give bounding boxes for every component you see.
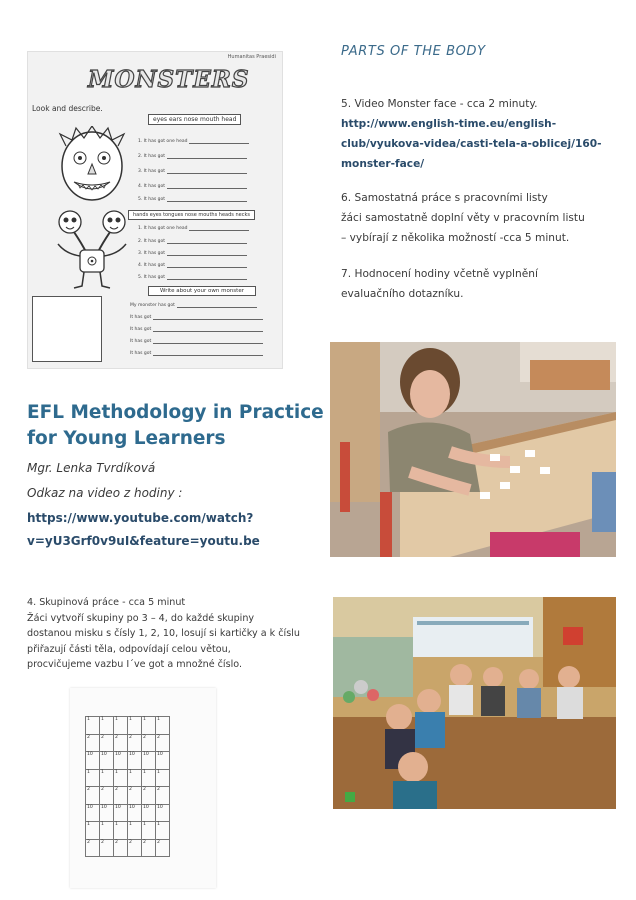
grid-cell: 10 (114, 752, 128, 770)
worksheet-line: 3. It has got (138, 250, 247, 256)
children-group-photo (333, 597, 616, 809)
grid-cell: 2 (156, 787, 170, 805)
worksheet-line: 1. It has got one head (138, 225, 249, 231)
grid-cell: 2 (142, 787, 156, 805)
grid-cell: 2 (114, 839, 128, 857)
video-link-label: Odkaz na video z hodiny : (27, 486, 183, 500)
grid-cell: 10 (86, 804, 100, 822)
grid-cell: 1 (100, 717, 114, 735)
girl-with-cards-photo (330, 342, 616, 557)
item-6-block (341, 188, 631, 248)
grid-cell: 10 (100, 804, 114, 822)
headline-line-2: for Young Learners (27, 428, 226, 449)
grid-cell: 1 (86, 822, 100, 840)
author-name: Mgr. Lenka Tvrdíková (27, 461, 156, 475)
group-work-line: 4. Skupinová práce - cca 5 minut (27, 597, 186, 608)
item-7-line: evaluačního dotazníku. (341, 288, 464, 300)
grid-cell: 2 (128, 839, 142, 857)
headline-line-1: EFL Methodology in Practice (27, 402, 324, 423)
link-line: monster-face/ (341, 158, 425, 170)
grid-cell: 2 (86, 839, 100, 857)
draw-your-monster-box (32, 296, 102, 362)
item-5-text: 5. Video Monster face - cca 2 minuty. (341, 98, 538, 110)
grid-row (86, 787, 170, 805)
monsters-worksheet-image (27, 51, 283, 369)
worksheet-line: 3. It has got (138, 168, 247, 174)
grid-cell: 1 (100, 769, 114, 787)
grid-cell: 1 (86, 717, 100, 735)
worksheet-line: 5. It has got (138, 274, 247, 280)
grid-cell: 2 (142, 734, 156, 752)
worksheet-line: 4. It has got (138, 262, 247, 268)
word-bank-1: eyes ears nose mouth head (148, 114, 241, 125)
grid-cell: 10 (86, 752, 100, 770)
item-6-line: – vybírají z několika možností -cca 5 minut. (341, 232, 570, 244)
grid-cell: 10 (128, 752, 142, 770)
worksheet-line: 2. It has got (138, 153, 247, 159)
grid-cell: 2 (86, 734, 100, 752)
grid-cell: 1 (142, 769, 156, 787)
grid-cell: 2 (86, 787, 100, 805)
two-headed-monster-drawing (52, 208, 134, 290)
grid-cell: 1 (156, 717, 170, 735)
grid-cell: 2 (156, 734, 170, 752)
link-line: http://www.english-time.eu/english- (341, 118, 557, 130)
word-bank-2: hands eyes tongues nose mouths heads necks (128, 210, 255, 220)
item-6-line: žáci samostatně doplní věty v pracovním listu (341, 212, 585, 224)
grid-cell: 2 (100, 734, 114, 752)
lesson-video-link[interactable] (27, 507, 327, 553)
grid-cell: 1 (114, 822, 128, 840)
grid-cell: 10 (100, 752, 114, 770)
grid-cell: 2 (156, 839, 170, 857)
page-headline (27, 400, 327, 452)
group-work-line: přiřazují části těla, odpovídají celou větou, (27, 643, 231, 655)
item-5-block (341, 94, 631, 174)
grid-cell: 2 (114, 734, 128, 752)
worksheet-line: My monster has got (130, 302, 257, 308)
grid-cell: 10 (128, 804, 142, 822)
grid-row (86, 839, 170, 857)
grid-cell: 1 (142, 822, 156, 840)
worksheet-line: It has got (130, 338, 263, 344)
grid-cell: 10 (114, 804, 128, 822)
grid-cell: 1 (100, 822, 114, 840)
number-grid-sheet-image (70, 688, 216, 888)
worksheet-line: 5. It has got (138, 196, 247, 202)
group-work-line: Žáci vytvoří skupiny po 3 – 4, do každé skupiny (27, 612, 255, 624)
grid-cell: 2 (128, 787, 142, 805)
grid-row (86, 769, 170, 787)
grid-cell: 1 (128, 822, 142, 840)
grid-row (86, 822, 170, 840)
group-work-text (27, 595, 327, 673)
grid-cell: 2 (100, 839, 114, 857)
worksheet-logo: Humanitas Praesidi (227, 54, 276, 60)
grid-cell: 10 (142, 752, 156, 770)
write-own-monster-label: Write about your own monster (148, 286, 256, 296)
grid-cell: 1 (142, 717, 156, 735)
grid-row (86, 717, 170, 735)
monster-face-video-link[interactable] (341, 114, 631, 174)
grid-cell: 1 (156, 822, 170, 840)
grid-cell: 1 (128, 769, 142, 787)
section-title: PARTS OF THE BODY (341, 44, 486, 59)
video-link-line: https://www.youtube.com/watch? (27, 511, 254, 525)
number-grid (85, 716, 170, 857)
grid-cell: 1 (114, 717, 128, 735)
link-line: club/vyukova-videa/casti-tela-a-oblicej/160- (341, 138, 602, 150)
grid-cell: 2 (128, 734, 142, 752)
item-6-line: 6. Samostatná práce s pracovními listy (341, 192, 548, 204)
grid-cell: 1 (128, 717, 142, 735)
monster-face-drawing (56, 126, 128, 204)
worksheet-title: MONSTERS (88, 66, 250, 93)
item-7-block (341, 264, 631, 304)
grid-cell: 10 (156, 804, 170, 822)
grid-row (86, 752, 170, 770)
grid-cell: 1 (86, 769, 100, 787)
worksheet-line: It has got (130, 326, 263, 332)
worksheet-line: 1. It has got one head (138, 138, 249, 144)
worksheet-instruction: Look and describe. (32, 104, 103, 113)
grid-cell: 10 (142, 804, 156, 822)
grid-cell: 2 (100, 787, 114, 805)
grid-cell: 1 (114, 769, 128, 787)
group-work-line: dostanou misku s čísly 1, 2, 10, losují si kartičky a k číslu (27, 628, 300, 639)
video-link-line: v=yU3Grf0v9uI&feature=youtu.be (27, 534, 260, 548)
worksheet-line: It has got (130, 314, 263, 320)
grid-cell: 10 (156, 752, 170, 770)
worksheet-line: 2. It has got (138, 238, 247, 244)
grid-row (86, 734, 170, 752)
item-7-line: 7. Hodnocení hodiny včetně vyplnění (341, 268, 538, 280)
worksheet-line: It has got (130, 350, 263, 356)
grid-cell: 2 (142, 839, 156, 857)
grid-cell: 1 (156, 769, 170, 787)
grid-cell: 2 (114, 787, 128, 805)
worksheet-line: 4. It has got (138, 183, 247, 189)
grid-row (86, 804, 170, 822)
group-work-line: procvičujeme vazbu I´ve got a množné číslo. (27, 659, 243, 670)
